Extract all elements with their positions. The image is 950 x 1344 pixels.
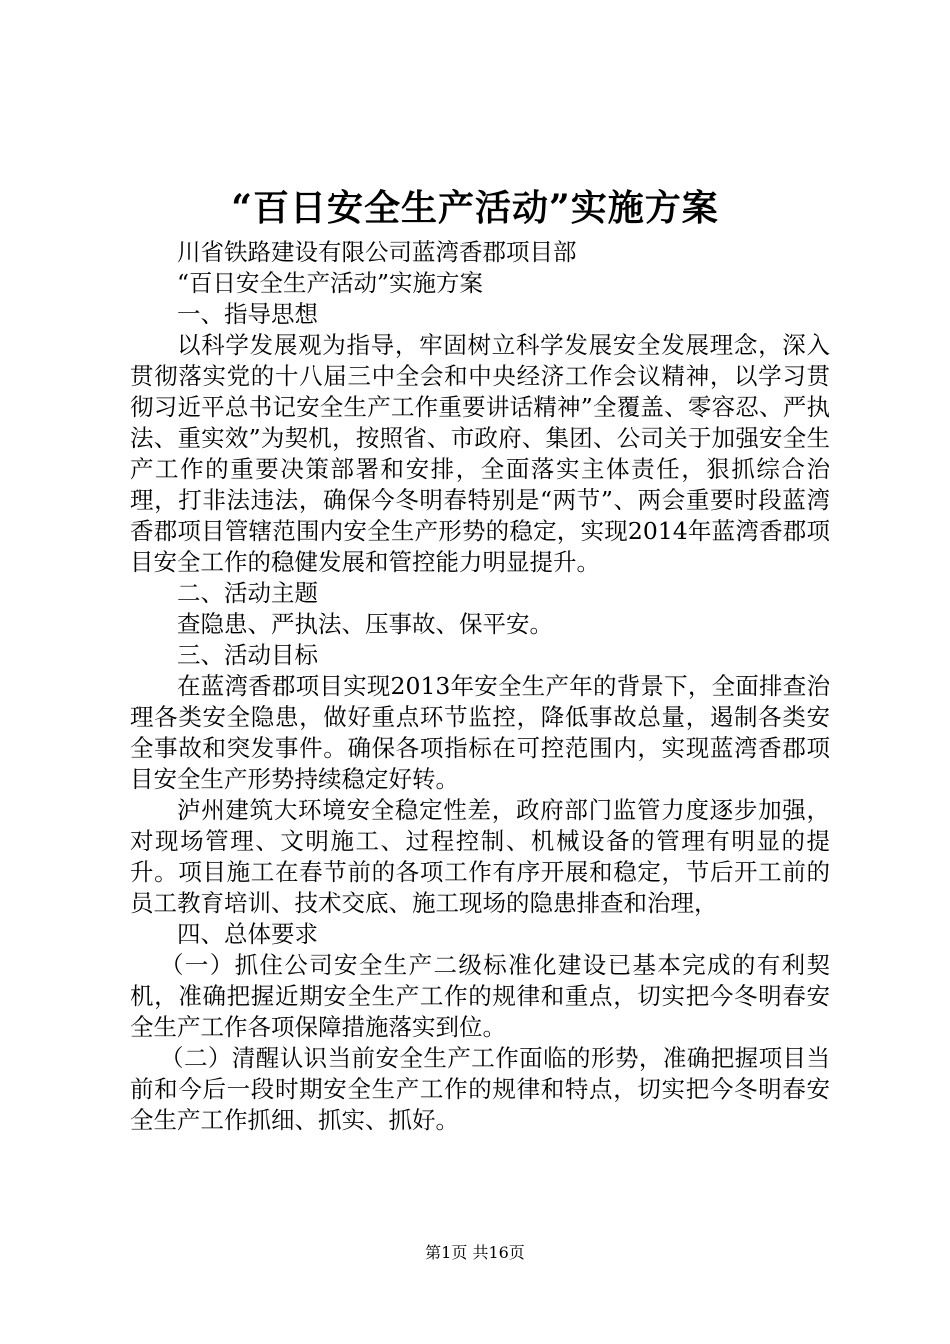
paragraph: （一）抓住公司安全生产二级标准化建设已基本完成的有利契机，准确把握近期安全生产工作的规律和重点，切实把今冬明春安全生产工作各项保障措施落实到位。 — [130, 951, 830, 1041]
paragraph: 在蓝湾香郡项目实现2013年安全生产年的背景下，全面排查治理各类安全隐患，做好重点环节监控，降低事故总量，遏制各类安全事故和突发事件。确保各项指标在可控范围内，实现蓝湾香郡项目安全生产形势持续稳定好转。 — [130, 672, 830, 793]
subtitle-line: “百日安全生产活动”实施方案 — [177, 269, 484, 297]
page-number-footer: 第1页 共16页 — [425, 1243, 525, 1262]
paragraph: 查隐患、严执法、压事故、保平安。 — [177, 610, 553, 638]
org-line: 川省铁路建设有限公司蓝湾香郡项目部 — [177, 238, 577, 266]
section-heading: 四、总体要求 — [177, 920, 318, 948]
paragraph: （二）清醒认识当前安全生产工作面临的形势，准确把握项目当前和今后一段时期安全生产工作的规律和特点，切实把今冬明春安全生产工作抓细、抓实、抓好。 — [130, 1044, 830, 1134]
paragraph: 泸州建筑大环境安全稳定性差，政府部门监管力度逐步加强，对现场管理、文明施工、过程控制、机械设备的管理有明显的提升。项目施工在春节前的各项工作有序开展和稳定，节后开工前的员工教育培训、技术交底、施工现场的隐患排查和治理， — [130, 796, 830, 917]
section-heading: 一、指导思想 — [177, 300, 318, 328]
document-title: “百日安全生产活动”实施方案 — [231, 187, 719, 229]
paragraph: 以科学发展观为指导，牢固树立科学发展安全发展理念，深入贯彻落实党的十八届三中全会和中央经济工作会议精神，以学习贯彻习近平总书记安全生产工作重要讲话精神”全覆盖、零容忍、严执法、重实效”为契机，按照省、市政府、集团、公司关于加强安全生产工作的重要决策部署和安排，全面落实主体责任，狠抓综合治理，打非法违法，确保今冬明春特别是“两节”、两会重要时段蓝湾香郡项目管辖范围内安全生产形势的稳定，实现2014年蓝湾香郡项目安全工作的稳健发展和管控能力明显提升。 — [130, 331, 830, 576]
document-body — [130, 237, 830, 1136]
section-heading: 二、活动主题 — [177, 579, 318, 607]
section-heading: 三、活动目标 — [177, 641, 318, 669]
